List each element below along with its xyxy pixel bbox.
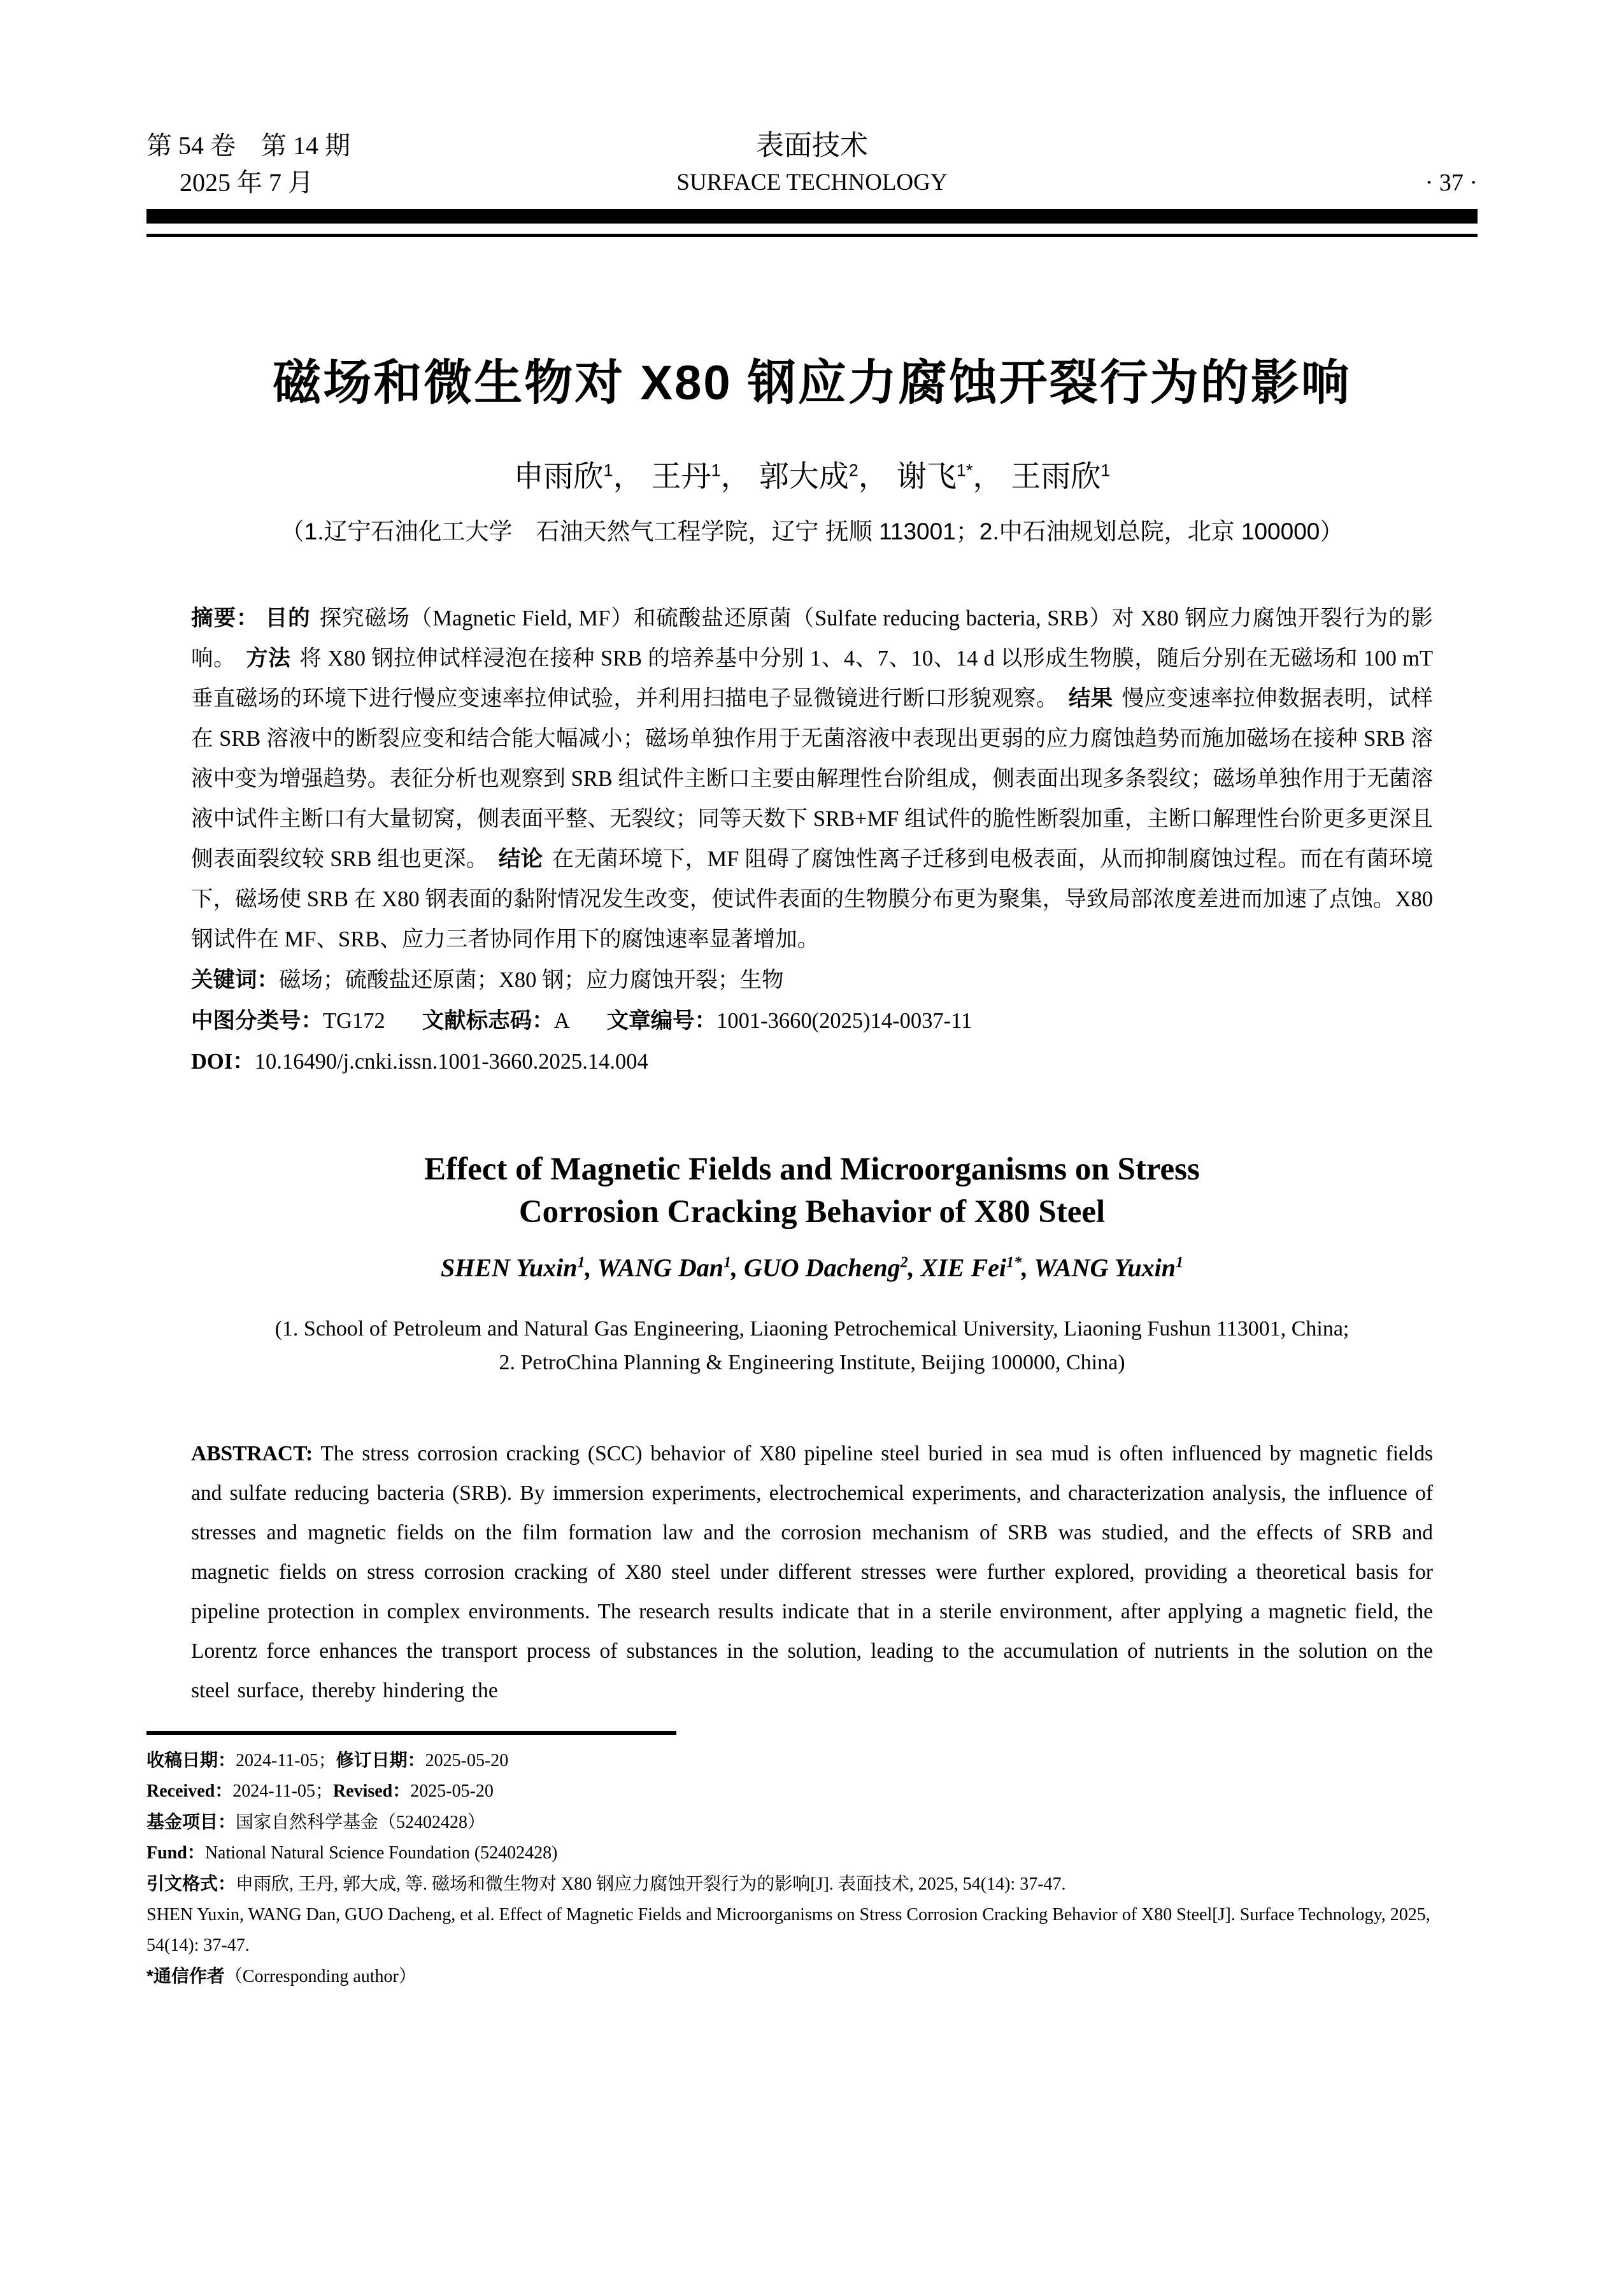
page-number: · 37 ·	[1425, 169, 1478, 196]
author-list-en	[146, 1253, 1478, 1283]
author-superscript: 2	[848, 460, 858, 480]
corresponding-author-row	[146, 1961, 1478, 1992]
article-title-en-line1: Effect of Magnetic Fields and Microorganisms on Stress	[424, 1151, 1200, 1187]
author-name-cn: 郭大成$^2$	[759, 459, 858, 493]
abstract-text-en: The stress corrosion cracking (SCC) behavior of X80 pipeline steel buried in sea mud is often influenced by magnetic fields and sulfate reducing bacteria (SRB). By immersion experiments, electrochemical experiments, and characterization analysis, the influence of stresses and magnetic fields on the film formation law and the corrosion mechanism of SRB was studied, and the effects of SRB and magnetic fields on stress corrosion cracking of X80 steel under different stresses were further explored, providing a theoretical basis for pipeline protection in complex environments. The research results indicate that in a sterile environment, after applying a magnetic field, the Lorentz force enhances the transport process of substances in the solution, leading to the accumulation of nutrients in the solution on the steel surface, thereby hindering the	[191, 1442, 1433, 1702]
revised-value-en: 2025-05-20	[410, 1781, 494, 1801]
header-right	[1078, 127, 1478, 201]
received-value-cn: 2024-11-05；	[236, 1751, 336, 1771]
author-superscript: 1	[711, 460, 721, 480]
fund-label-en: Fund：	[146, 1843, 205, 1863]
article-no-label: 文章编号：	[606, 1009, 717, 1033]
author-superscript: 1	[603, 460, 613, 480]
footnotes	[146, 1745, 1478, 1992]
section-head-methods: 方法	[246, 646, 291, 671]
author-separator: ,	[585, 1253, 597, 1282]
doi-row	[191, 1041, 1433, 1082]
journal-title-cn: 表面技术	[756, 130, 868, 161]
received-row-cn	[146, 1745, 1478, 1776]
citation-row-cn	[146, 1869, 1478, 1900]
fund-row-en	[146, 1838, 1478, 1869]
section-text-conclusion: 在无菌环境下，MF 阻碍了腐蚀性离子迁移到电极表面，从而抑制腐蚀过程。而在有菌环境下，磁场使 SRB 在 X80 钢表面的黏附情况发生改变，使试件表面的生物膜分布更为聚集，导致局部浓度差进而加速了点蚀。X80 钢试件在 MF、SRB、应力三者协同作用下的腐蚀速率显著增加。	[191, 847, 1434, 951]
header-left	[146, 127, 546, 201]
header-center	[546, 127, 1078, 201]
article-title-en	[146, 1148, 1478, 1234]
doi-label: DOI：	[191, 1050, 255, 1074]
author-list-cn	[146, 453, 1478, 495]
author-superscript: 2	[900, 1254, 908, 1271]
keywords-label: 关键词：	[191, 968, 279, 992]
classification-row	[191, 1001, 1433, 1041]
revised-value-cn: 2025-05-20	[425, 1751, 509, 1771]
abstract-label-cn: 摘要：	[191, 606, 259, 631]
doi-value: 10.16490/j.cnki.issn.1001-3660.2025.14.004	[254, 1050, 648, 1074]
abstract-en	[191, 1434, 1433, 1711]
fund-value-en: National Natural Science Foundation (52402428)	[204, 1843, 558, 1863]
journal-header	[146, 0, 1478, 201]
author-name-en: SHEN Yuxin$^1$	[440, 1253, 585, 1282]
author-superscript: 1	[1176, 1254, 1184, 1271]
author-separator: ,	[1022, 1253, 1034, 1282]
keywords-row	[191, 960, 1433, 1001]
author-name-en: WANG Yuxin$^1$	[1034, 1253, 1184, 1282]
section-head-results: 结果	[1068, 687, 1113, 711]
abstract-cn	[191, 599, 1433, 960]
keywords-value: 磁场；硫酸盐还原菌；X80 钢；应力腐蚀开裂；生物	[279, 968, 784, 992]
author-name-en: XIE Fei$^{1*}$	[920, 1253, 1022, 1282]
affiliation-en-line2: 2. PetroChina Planning & Engineering Institute, Beijing 100000, China)	[499, 1351, 1125, 1374]
section-text-objective: 探究磁场（Magnetic Field, MF）和硫酸盐还原菌（Sulfate reducing bacteria, SRB）对 X80 钢应力腐蚀开裂行为的影响。	[191, 606, 1434, 671]
author-separator: ，	[858, 459, 888, 493]
received-label-cn: 收稿日期：	[146, 1750, 236, 1770]
clc-value: TG172	[323, 1009, 385, 1033]
corresponding-author-label: *通信作者	[146, 1966, 225, 1986]
affiliation-en	[146, 1312, 1478, 1379]
received-label-en: Received：	[146, 1781, 233, 1801]
author-name-en: GUO Dacheng$^2$	[744, 1253, 908, 1282]
issue-date: 2025 年 7 月	[180, 168, 313, 197]
author-superscript: 1	[577, 1254, 585, 1271]
author-name-cn: 王丹$^1$	[651, 459, 721, 493]
fund-row-cn	[146, 1807, 1478, 1838]
author-separator: ，	[613, 459, 643, 493]
author-superscript: 1	[1100, 460, 1111, 480]
fund-label-cn: 基金项目：	[146, 1812, 236, 1832]
author-separator: ,	[731, 1253, 744, 1282]
footnote-divider	[146, 1731, 676, 1735]
author-separator: ，	[720, 459, 751, 493]
author-superscript: 1*	[1006, 1254, 1022, 1271]
author-name-cn: 谢飞$^{1*}$	[896, 459, 973, 493]
section-head-conclusion: 结论	[498, 847, 543, 871]
citation-value-en: SHEN Yuxin, WANG Dan, GUO Dacheng, et al. Effect of Magnetic Fields and Microorganisms on Stress Corrosion Cracking Behavior of X80 Steel[J]. Surface Technology, 2025, 54(14): 37-47.	[146, 1905, 1430, 1955]
section-head-objective: 目的	[265, 606, 311, 631]
journal-title-en: SURFACE TECHNOLOGY	[676, 169, 948, 196]
affiliation-cn: （1.辽宁石油化工大学 石油天然气工程学院，辽宁 抚顺 113001；2.中石油规划总院，北京 100000）	[280, 518, 1344, 545]
author-name-cn: 申雨欣$^1$	[513, 459, 613, 493]
section-text-results: 慢应变速率拉伸数据表明，试样在 SRB 溶液中的断裂应变和结合能大幅减小；磁场单独作用于无菌溶液中表现出更弱的应力腐蚀趋势而施加磁场在接种 SRB 溶液中变为增强趋势。表征分析也观察到 SRB 组试件主断口主要由解理性台阶组成，侧表面出现多条裂纹；磁场单独作用于无菌溶液中试件主断口有大量韧窝，侧表面平整、无裂纹；同等天数下 SRB+MF 组试件的脆性断裂加重，主断口解理性台阶更多更深且侧表面裂纹较 SRB 组也更深。	[191, 687, 1434, 871]
affiliation-en-line1: (1. School of Petroleum and Natural Gas Engineering, Liaoning Petrochemical University, Liaoning Fushun 113001, China;	[274, 1317, 1350, 1341]
revised-label-cn: 修订日期：	[336, 1750, 425, 1770]
citation-value-cn: 申雨欣, 王丹, 郭大成, 等. 磁场和微生物对 X80 钢应力腐蚀开裂行为的影响[J]. 表面技术, 2025, 54(14): 37-47.	[236, 1874, 1066, 1894]
author-name-cn: 王雨欣$^1$	[1011, 459, 1111, 493]
corresponding-author-value: （Corresponding author）	[224, 1967, 417, 1986]
citation-label-cn: 引文格式：	[146, 1874, 236, 1893]
author-separator: ，	[972, 459, 1003, 493]
citation-row-en	[146, 1900, 1478, 1961]
clc-label: 中图分类号：	[191, 1009, 323, 1033]
header-divider-thick	[146, 209, 1478, 224]
volume-issue: 第 54 卷 第 14 期	[146, 131, 350, 160]
article-no-value: 1001-3660(2025)14-0037-11	[716, 1009, 972, 1033]
received-value-en: 2024-11-05；	[232, 1781, 333, 1801]
header-divider-thin	[146, 234, 1478, 237]
revised-label-en: Revised：	[332, 1781, 411, 1801]
abstract-label-en: ABSTRACT:	[191, 1442, 313, 1465]
received-row-en	[146, 1776, 1478, 1807]
doc-code-label: 文献标志码：	[422, 1009, 554, 1033]
section-text-methods: 将 X80 钢拉伸试样浸泡在接种 SRB 的培养基中分别 1、4、7、10、14 d 以形成生物膜，随后分别在无磁场和 100 mT 垂直磁场的环境下进行慢应变速率拉伸试验，并利用扫描电子显微镜进行断口形貌观察。	[191, 646, 1434, 711]
article-title-en-line2: Corrosion Cracking Behavior of X80 Steel	[518, 1194, 1106, 1230]
author-separator: ,	[908, 1253, 921, 1282]
fund-value-cn: 国家自然科学基金（52402428）	[236, 1813, 486, 1832]
author-name-en: WANG Dan$^1$	[597, 1253, 732, 1282]
author-superscript: 1*	[956, 460, 973, 480]
doc-code-value: A	[553, 1009, 570, 1033]
author-superscript: 1	[723, 1254, 732, 1271]
article-title-cn: 磁场和微生物对 X80 钢应力腐蚀开裂行为的影响	[273, 356, 1351, 410]
